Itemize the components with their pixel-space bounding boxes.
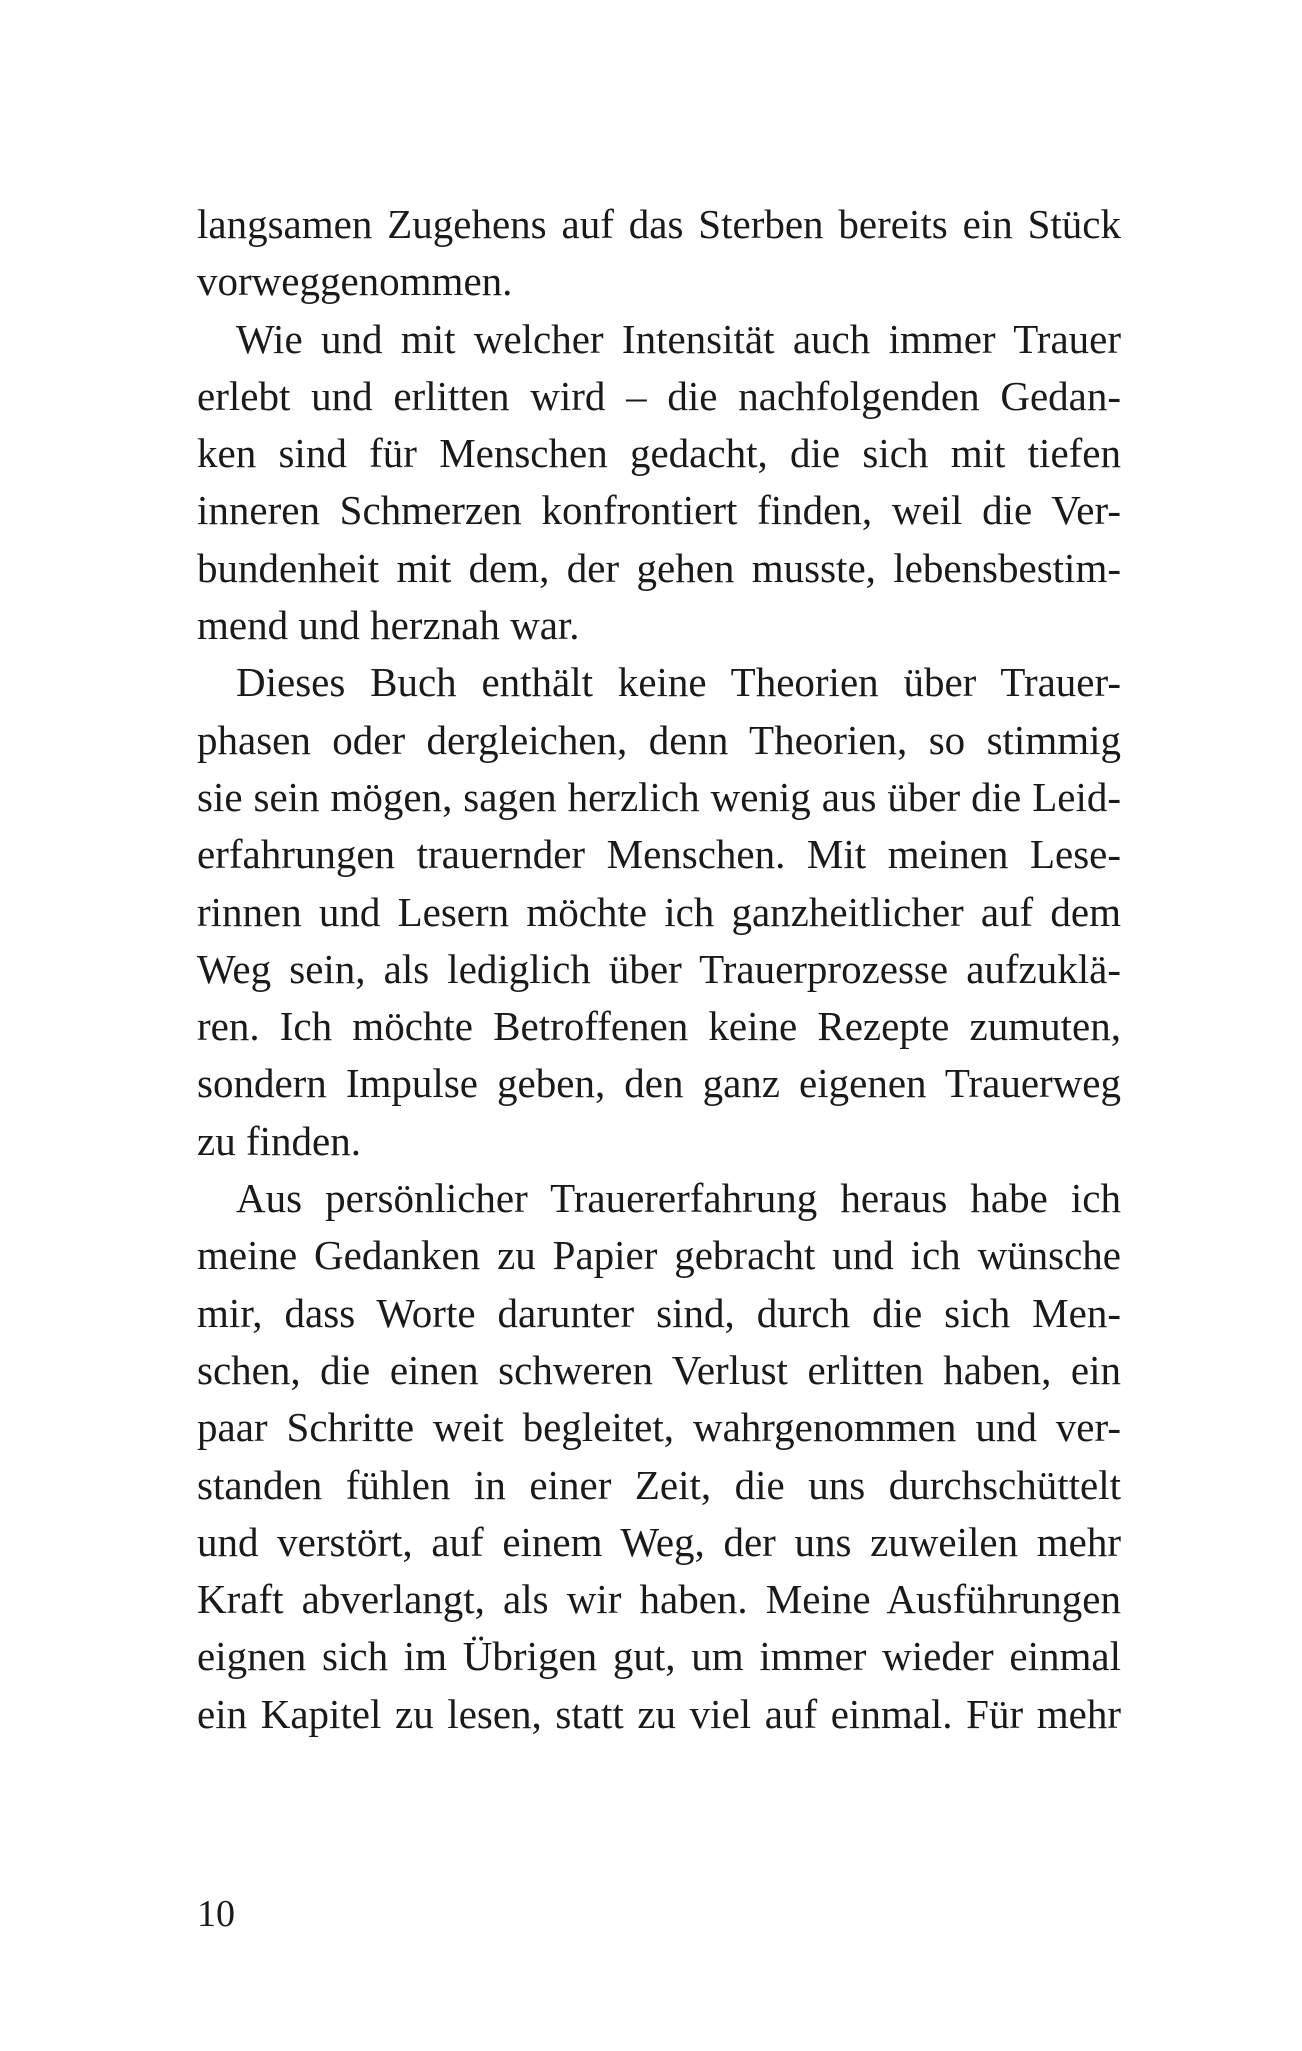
text-line: mir, dass Worte darunter sind, durch die sich Men- [197, 1289, 1121, 1336]
text-line: paar Schritte weit begleitet, wahrgenommen und ver- [197, 1404, 1121, 1451]
text-line: zu finden. [197, 1117, 361, 1164]
text-line: und verstört, auf einem Weg, der uns zuweilen mehr [197, 1518, 1121, 1565]
text-line: eignen sich im Übrigen gut, um immer wieder einmal [197, 1633, 1121, 1680]
text-line: Weg sein, als lediglich über Trauerprozesse aufzuklä- [197, 945, 1121, 992]
text-line: Dieses Buch enthält keine Theorien über Trauer- [236, 659, 1121, 706]
text-line: ein Kapitel zu lesen, statt zu viel auf einmal. Für mehr [197, 1690, 1121, 1737]
text-line: vorweggenommen. [197, 258, 513, 305]
text-line: phasen oder dergleichen, denn Theorien, so stimmig [197, 716, 1121, 763]
text-line: inneren Schmerzen konfrontiert finden, weil die Ver- [197, 487, 1121, 534]
text-line: schen, die einen schweren Verlust erlitten haben, ein [197, 1346, 1121, 1393]
text-line: erlebt und erlitten wird – die nachfolgenden Gedan- [197, 372, 1121, 419]
text-line: Aus persönlicher Trauererfahrung heraus habe ich [236, 1175, 1121, 1222]
text-line: ren. Ich möchte Betroffenen keine Rezepte zumuten, [197, 1003, 1121, 1050]
text-line: sondern Impulse geben, den ganz eigenen Trauerweg [197, 1060, 1121, 1107]
text-line: sie sein mögen, sagen herzlich wenig aus über die Leid- [197, 773, 1121, 820]
text-line: Wie und mit welcher Intensität auch immer Trauer [236, 315, 1121, 362]
page-number: 10 [197, 1893, 235, 1935]
text-line: meine Gedanken zu Papier gebracht und ich wünsche [197, 1232, 1121, 1279]
text-line: standen fühlen in einer Zeit, die uns durchschüttelt [197, 1461, 1121, 1508]
text-line: mend und herznah war. [197, 602, 580, 649]
text-line: Kraft abverlangt, als wir haben. Meine Ausführungen [197, 1576, 1121, 1623]
body-text [197, 196, 1121, 1743]
text-line: bundenheit mit dem, der gehen musste, lebensbestim- [197, 544, 1121, 591]
text-line: ken sind für Menschen gedacht, die sich mit tiefen [197, 430, 1121, 477]
text-line: erfahrungen trauernder Menschen. Mit meinen Lese- [197, 831, 1121, 878]
text-line: rinnen und Lesern möchte ich ganzheitlicher auf dem [197, 888, 1121, 935]
text-line: langsamen Zugehens auf das Sterben bereits ein Stück [197, 201, 1121, 247]
